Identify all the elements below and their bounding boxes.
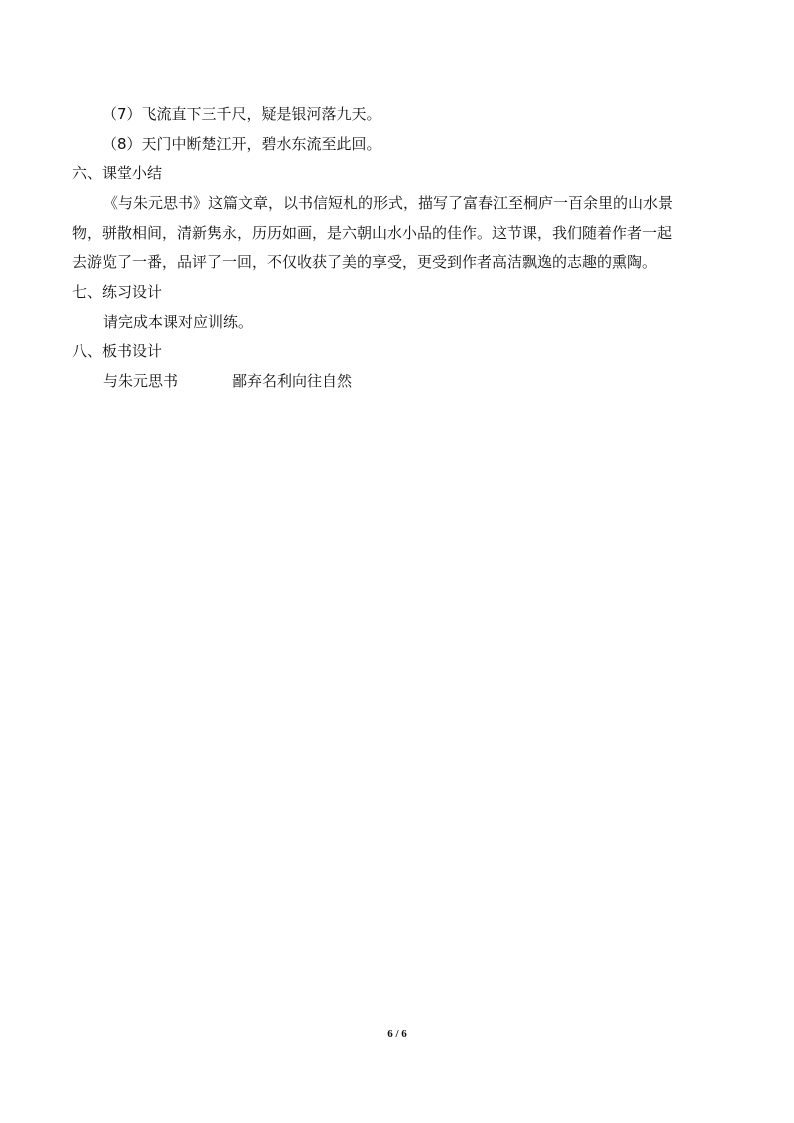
summary-paragraph-line-1: 《与朱元思书》这篇文章，以书信短札的形式，描写了富春江至桐庐一百余里的山水景 (103, 194, 674, 212)
section-heading-board: 八、板书设计 (72, 342, 163, 360)
section-heading-summary: 六、课堂小结 (72, 164, 163, 182)
board-title: 与朱元思书 (103, 372, 179, 390)
board-theme: 鄙弃名利向往自然 (232, 372, 353, 390)
page-number: 6 / 6 (387, 1028, 407, 1040)
poem-line-8: （8）天门中断楚江开，碧水东流至此回。 (102, 135, 382, 153)
summary-paragraph-line-3: 去游览了一番，品评了一回，不仅收获了美的享受，更受到作者高洁飘逸的志趣的熏陶。 (72, 253, 658, 271)
poem-line-7: （7）飞流直下三千尺，疑是银河落九天。 (102, 105, 382, 123)
summary-paragraph-line-2: 物，骈散相间，清新隽永，历历如画，是六朝山水小品的佳作。这节课，我们随着作者一起 (72, 224, 673, 242)
practice-text: 请完成本课对应训练。 (103, 313, 254, 331)
section-heading-practice: 七、练习设计 (72, 283, 163, 301)
